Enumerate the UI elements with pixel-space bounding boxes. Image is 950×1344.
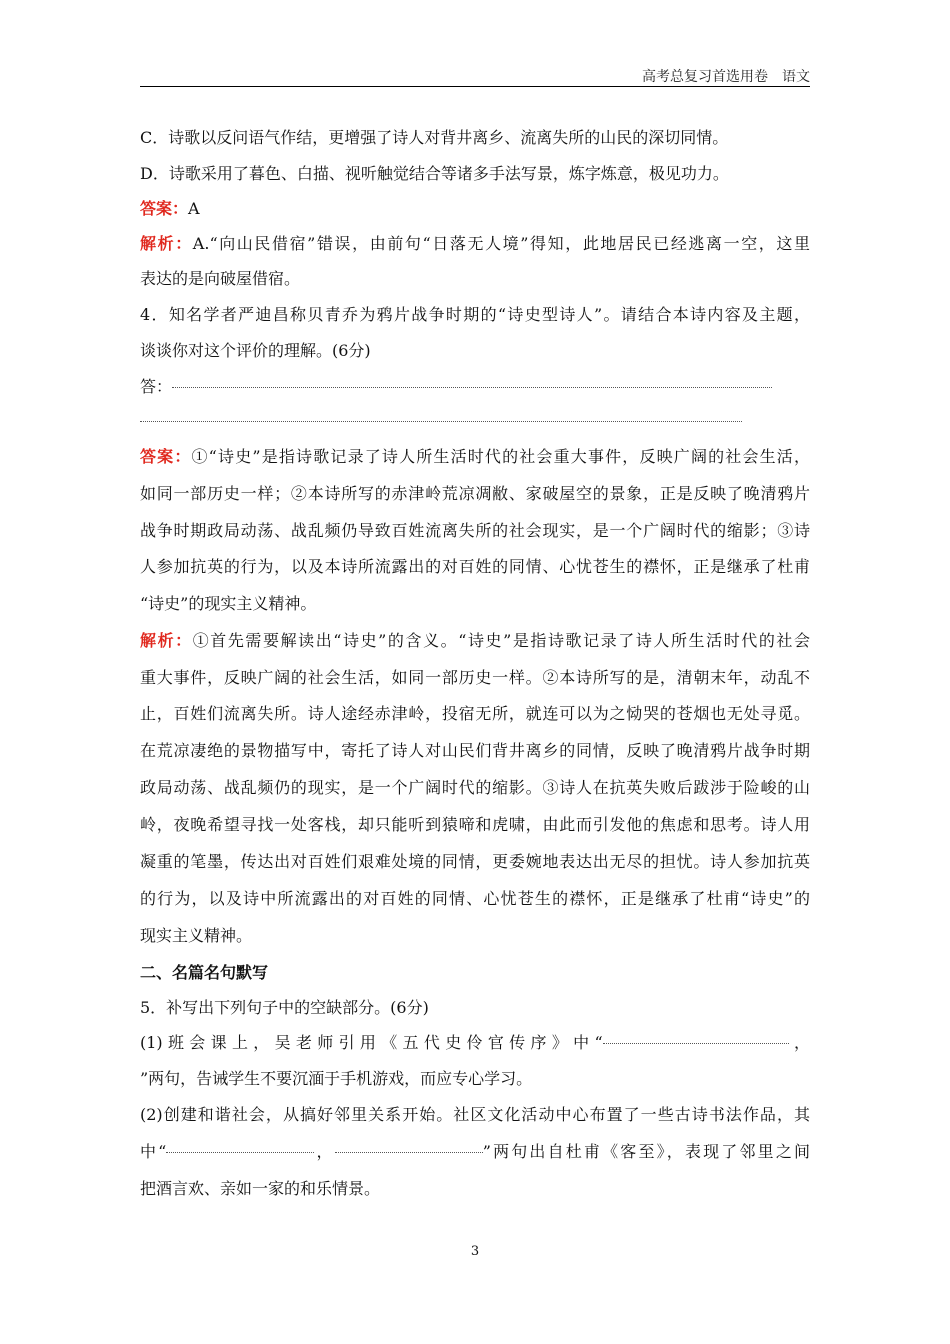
analysis-4-line-3: 止，百姓们流离失所。诗人途经赤津岭，投宿无所，就连可以为之恸哭的苍烟也无处寻觅。: [140, 704, 810, 723]
question-4-line-2: 谈谈你对这个评价的理解。(6分): [140, 341, 371, 360]
analysis-4-line-7: 凝重的笔墨，传达出对百姓们艰难处境的同情，更委婉地表达出无尽的担忧。诗人参加抗英: [140, 852, 810, 871]
answer-4-line-2: 如同一部历史一样；②本诗所写的赤津岭荒凉凋敝、家破屋空的景象，正是反映了晚清鸦片: [140, 484, 810, 503]
answer-4-line-3: 战争时期政局动荡、战乱频仍导致百姓流离失所的社会现实，是一个广阔时代的缩影；③诗: [140, 521, 810, 540]
question-5-2-line-3: 把酒言欢、亲如一家的和乐情景。: [140, 1179, 381, 1198]
answer-prompt: 答：: [140, 377, 173, 396]
answer-line-2: [140, 404, 810, 438]
question-5: 5．补写出下列句子中的空缺部分。(6分): [140, 998, 429, 1017]
analysis-label: 解析：: [140, 631, 193, 650]
analysis-label: 解析：: [140, 234, 193, 253]
analysis-4-line-9: 现实主义精神。: [140, 926, 253, 945]
analysis-4-line-5: 政局动荡、战乱频仍的现实，是一个广阔时代的缩影。③诗人在抗英失败后跋涉于险峻的山: [140, 778, 810, 797]
answer-blank-2[interactable]: [140, 421, 742, 422]
blank-5-1-a[interactable]: [603, 1043, 789, 1044]
analysis-3-line-2: 表达的是向破屋借宿。: [140, 269, 301, 288]
section-heading: 二、名篇名句默写: [140, 963, 269, 982]
blank-5-2-b[interactable]: [335, 1152, 483, 1153]
analysis-4-line-6: 岭，夜晚希望寻找一处客栈，却只能听到猿啼和虎啸，由此而引发他的焦虑和思考。诗人用: [140, 815, 810, 834]
answer-4-line-1: 答案：①“诗史”是指诗歌记录了诗人所生活时代的社会重大事件，反映广阔的社会生活，: [140, 447, 810, 466]
option-d: D．诗歌采用了暮色、白描、视听触觉结合等诸多手法写景，炼字炼意，极见功力。: [140, 164, 729, 183]
blank-5-2-a[interactable]: [166, 1152, 314, 1153]
running-header: 高考总复习首选用卷 语文: [642, 69, 810, 85]
question-5-1-line-2: ”两句，告诫学生不要沉湎于手机游戏，而应专心学习。: [140, 1069, 533, 1088]
analysis-4-line-1: 解析：①首先需要解读出“诗史”的含义。“诗史”是指诗歌记录了诗人所生活时代的社会: [140, 631, 810, 650]
analysis-4-line-4: 在荒凉凄绝的景物描写中，寄托了诗人对山民们背井离乡的同情，反映了晚清鸦片战争时期: [140, 741, 810, 760]
option-c: C．诗歌以反问语气作结，更增强了诗人对背井离乡、流离失所的山民的深切同情。: [140, 128, 729, 147]
answer-line-1: [140, 370, 810, 404]
answer-3: [140, 192, 810, 226]
analysis-3-line-1: 解析：A.“向山民借宿”错误，由前句“日落无人境”得知，此地居民已经逃离一空，这里: [140, 234, 810, 253]
answer-label: 答案：: [140, 199, 189, 218]
question-5-1-line-1: (1)班会课上，吴老师引用《五代史伶官传序》中“ ，: [140, 1033, 810, 1052]
question-4-line-1: 4．知名学者严迪昌称贝青乔为鸦片战争时期的“诗史型诗人”。请结合本诗内容及主题，: [140, 305, 810, 324]
question-5-2-line-1: (2)创建和谐社会，从搞好邻里关系开始。社区文化活动中心布置了一些古诗书法作品，其: [140, 1105, 810, 1124]
analysis-4-line-8: 的行为，以及诗中所流露出的对百姓的同情、心忧苍生的襟怀，正是继承了杜甫“诗史”的: [140, 889, 810, 908]
page-number: 3: [470, 1244, 480, 1259]
answer-4-line-4: 人参加抗英的行为，以及本诗所流露出的对百姓的同情、心忧苍生的襟怀，正是继承了杜甫: [140, 557, 810, 576]
answer-3-text: A: [188, 199, 200, 218]
answer-label: 答案：: [140, 447, 192, 466]
analysis-4-line-2: 重大事件，反映广阔的社会生活，如同一部历史一样。②本诗所写的是，清朝末年，动乱不: [140, 668, 810, 687]
header-rule: [140, 86, 810, 87]
question-5-2-line-2: 中“ ， ”两句出自杜甫《客至》，表现了邻里之间: [140, 1142, 810, 1161]
answer-blank-1[interactable]: [172, 387, 772, 388]
answer-4-line-5: “诗史”的现实主义精神。: [140, 594, 317, 613]
